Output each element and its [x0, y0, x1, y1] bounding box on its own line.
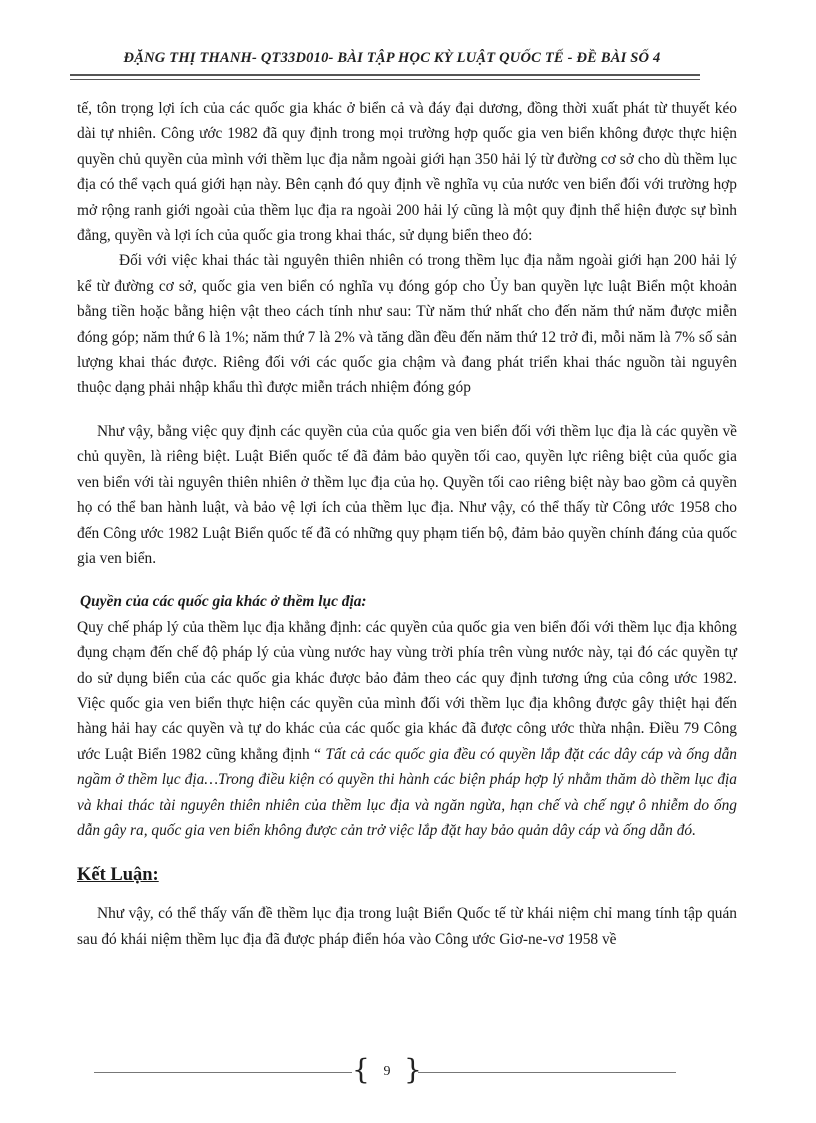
paragraph-contribution-obligation: Đối với việc khai thác tài nguyên thiên nhiên có trong thềm lục địa nằm ngoài giới hạn 200 hải lý kể từ đường cơ sở, quốc gia ven biển có nghĩa vụ đóng góp cho Ủy ban quyền lực luật Biển một khoản bằng tiền hoặc bằng hiện vật theo cách tính như sau: Từ năm thứ nhất cho đến năm thứ năm được miễn đóng góp; năm thứ 6 là 1%; năm thứ 7 là 2% và tăng dần đều đến năm thứ 12 trở đi, mỗi năm là 7% số sản lượng khai thác được. Riêng đối với các quốc gia chậm và đang phát triển khai thác nguồn tài nguyên thuộc dạng phải nhập khẩu thì được miễn trách nhiệm đóng góp	[77, 252, 737, 397]
left-bracket-icon: {	[352, 1053, 370, 1086]
paragraph-sovereign-rights: Như vậy, bằng việc quy định các quyền của của quốc gia ven biển đối với thềm lục địa là các quyền về chủ quyền, là riêng biệt. Luật Biển quốc tế đã đảm bảo quyền tối cao, quyền lực riêng biệt của quốc gia ven biển với tài nguyên thiên nhiên ở thềm lục địa của họ. Quyền tối cao riêng biệt này bao gồm cả quyền họ có thể ban hành luật, và bảo vệ lợi ích của thềm lục địa. Như vậy, có thể thấy từ Công ước 1958 cho đến Công ước 1982 Luật Biển quốc tế đã có những quy phạm tiến bộ, đảm bảo quyền chính đáng của quốc gia ven biển.	[77, 422, 737, 567]
subheading-other-states-rights: Quyền của các quốc gia khác ở thềm lục địa:	[80, 593, 367, 611]
header-rule-thick	[70, 74, 700, 76]
legal-regime-text: Quy chế pháp lý của thềm lục địa khẳng định: các quyền của quốc gia ven biển đối với thềm lục địa không đụng chạm đến chế độ pháp lý của vùng nước hay vùng trời phía trên vùng nước này, tại đó các quyền tự do sử dụng biển của các quốc gia khác được bảo đảm theo các quy định tương ứng của công ước 1982. Việc quốc gia ven biển thực hiện các quyền của mình đối với thềm lục địa không được gây thiệt hại đến hàng hải hay các quyền và tự do khác của các quốc gia khác đã được công ước thừa nhận. Điều 79 Công ước Luật Biển 1982 cũng khẳng định “	[77, 618, 737, 763]
right-bracket-icon: }	[404, 1053, 422, 1086]
paragraph-conclusion: Như vậy, có thể thấy vấn đề thềm lục địa trong luật Biển Quốc tế từ khái niệm chỉ mang tính tập quán sau đó khái niệm thềm lục địa đã được pháp điển hóa vào Công ước Giơ-ne-vơ 1958 về	[77, 905, 737, 948]
header-rule-thin	[70, 79, 700, 80]
paragraph-gap	[77, 889, 737, 901]
page-number: 9	[383, 1064, 391, 1079]
article-79-quote: Tất cả các quốc gia đều có quyền lắp đặt các dây cáp và ống dẫn ngầm ở thềm lục địa…Trong điều kiện có quyền thi hành các biện pháp hợp lý nhằm thăm dò thềm lục địa và khai thác tài nguyên thiên nhiên của thềm lục địa và ngăn ngừa, hạn chế và chế ngự ô nhiễm do ống dẫn gây ra, quốc gia ven biển không được cản trở việc lắp đặt hay bảo quản dây cáp và ống dẫn đó.	[77, 745, 737, 839]
header-title: ĐẶNG THỊ THANH- QT33D010- BÀI TẬP HỌC KỲ LUẬT QUỐC TẾ - ĐỀ BÀI SỐ 4	[123, 50, 661, 66]
footer-rule-right	[418, 1072, 676, 1073]
paragraph-gap	[77, 571, 737, 589]
paragraph-legal-regime	[77, 615, 737, 844]
footer-rule-left	[94, 1072, 352, 1073]
paragraph-gap	[77, 843, 737, 861]
document-body	[77, 96, 737, 952]
paragraph-continuation: tế, tôn trọng lợi ích của các quốc gia khác ở biển cả và đáy đại dương, đồng thời xuất phát từ thuyết kéo dài tự nhiên. Công ước 1982 đã quy định trong mọi trường hợp quốc gia ven biển không được thực hiện quyền chủ quyền của mình với thềm lục địa nằm ngoài giới hạn 350 hải lý từ đường cơ sở cho dù thềm lục địa có thể vạch quá giới hạn này. Bên cạnh đó quy định về nghĩa vụ của nước ven biển đối với trường hợp mở rộng ranh giới ngoài của thềm lục địa ra ngoài 200 hải lý cũng là một quy định thể hiện được sự bình đẳng, quyền và lợi ích của quốc gia trong khai thác, sử dụng biển theo đó:	[77, 100, 737, 245]
conclusion-heading: Kết Luận:	[77, 865, 159, 886]
paragraph-gap	[77, 401, 737, 419]
